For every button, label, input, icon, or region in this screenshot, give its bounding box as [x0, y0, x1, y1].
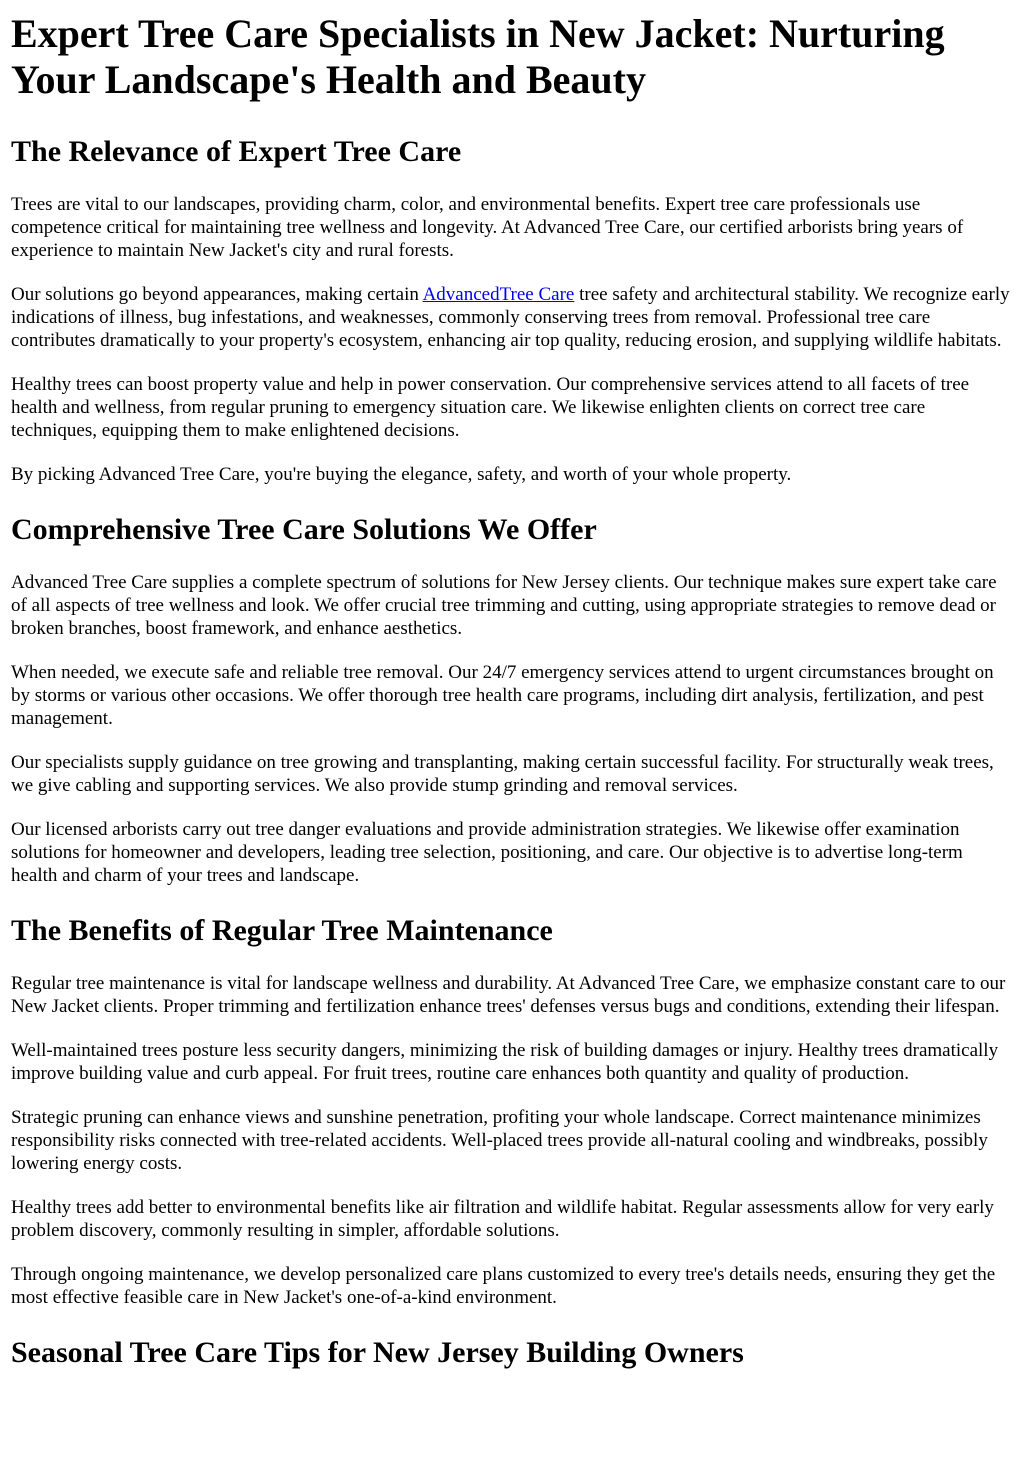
advanced-tree-care-link[interactable]: AdvancedTree Care [422, 284, 575, 305]
section-heading-relevance: The Relevance of Expert Tree Care [11, 135, 462, 168]
paragraph: Trees are vital to our landscapes, providing charm, color, and environmental benefits. Expert tree care professionals use competence critical for maintaining tree wellness and longevity. At Advanced Tree Care, our certified arborists bring years of experience to maintain New Jacket's city and rural forests. [11, 194, 964, 261]
section-heading-benefits: The Benefits of Regular Tree Maintenance [11, 914, 553, 947]
paragraph: By picking Advanced Tree Care, you're buying the elegance, safety, and worth of your whole property. [11, 464, 792, 485]
article [0, 11, 1024, 1370]
paragraph-text: tree safety and architectural stability. We recognize early indications of illness, bug infestations, and weaknesses, commonly conserving trees from removal. Professional tree care contributes dramatically to your property's ecosystem, enhancing air top quality, reducing erosion, and supplying wildlife habitats. [11, 284, 1010, 351]
paragraph-text: Our solutions go beyond appearances, making certain [11, 284, 423, 305]
section-heading-solutions: Comprehensive Tree Care Solutions We Offer [11, 513, 597, 546]
section-heading-seasonal: Seasonal Tree Care Tips for New Jersey Building Owners [11, 1336, 744, 1369]
paragraph: Our licensed arborists carry out tree danger evaluations and provide administration strategies. We likewise offer examination solutions for homeowner and developers, leading tree selection, positioning, and care. Our objective is to advertise long-term health and charm of your trees and landscape. [11, 819, 963, 886]
paragraph: Strategic pruning can enhance views and sunshine penetration, profiting your whole landscape. Correct maintenance minimizes responsibility risks connected with tree-related accidents. Well-placed trees provide all-natural cooling and windbreaks, possibly lowering energy costs. [11, 1107, 988, 1174]
paragraph: Healthy trees add better to environmental benefits like air filtration and wildlife habitat. Regular assessments allow for very early problem discovery, commonly resulting in simpler, affordable solutions. [11, 1197, 994, 1241]
paragraph: Our specialists supply guidance on tree growing and transplanting, making certain successful facility. For structurally weak trees, we give cabling and supporting services. We also provide stump grinding and removal services. [11, 752, 994, 796]
paragraph: Through ongoing maintenance, we develop personalized care plans customized to every tree's details needs, ensuring they get the most effective feasible care in New Jacket's one-of-a-kind environment. [11, 1264, 996, 1308]
paragraph: Regular tree maintenance is vital for landscape wellness and durability. At Advanced Tree Care, we emphasize constant care to our New Jacket clients. Proper trimming and fertilization enhance trees' defenses versus bugs and conditions, extending their lifespan. [11, 973, 1006, 1017]
paragraph: Well-maintained trees posture less security dangers, minimizing the risk of building damages or injury. Healthy trees dramatically improve building value and curb appeal. For fruit trees, routine care enhances both quantity and quality of production. [11, 1040, 999, 1084]
paragraph-with-link [11, 283, 1012, 352]
page-title: Expert Tree Care Specialists in New Jacket: Nurturing Your Landscape's Health and Beauty [11, 11, 945, 102]
paragraph: Healthy trees can boost property value and help in power conservation. Our comprehensive services attend to all facets of tree health and wellness, from regular pruning to emergency situation care. We likewise enlighten clients on correct tree care techniques, equipping them to make enlightened decisions. [11, 374, 970, 441]
paragraph: Advanced Tree Care supplies a complete spectrum of solutions for New Jersey clients. Our technique makes sure expert take care of all aspects of tree wellness and look. We offer crucial tree trimming and cutting, using appropriate strategies to remove dead or broken branches, boost framework, and enhance aesthetics. [11, 572, 997, 639]
paragraph: When needed, we execute safe and reliable tree removal. Our 24/7 emergency services attend to urgent circumstances brought on by storms or various other occasions. We offer thorough tree health care programs, including dirt analysis, fertilization, and pest management. [11, 662, 994, 729]
